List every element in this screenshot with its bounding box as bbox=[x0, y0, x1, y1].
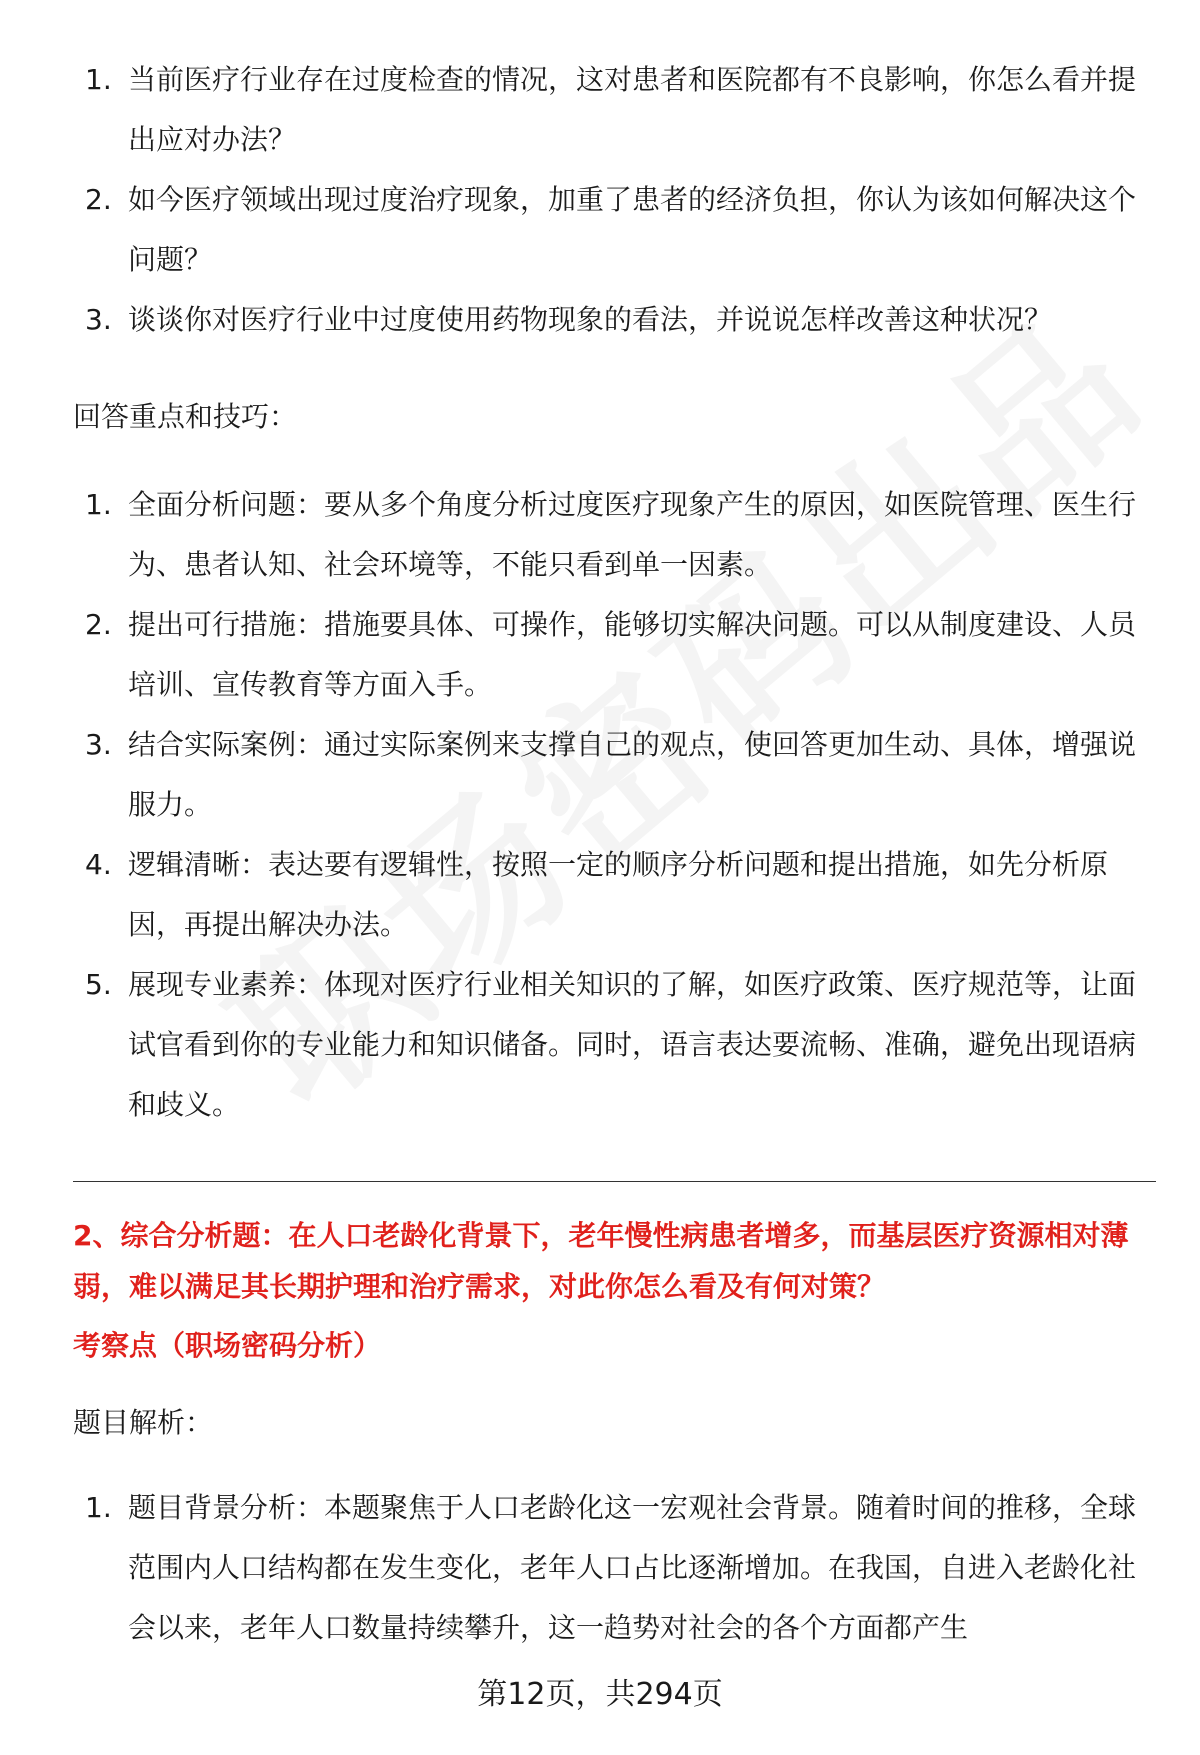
list-item bbox=[73, 170, 1153, 290]
list-number: 1. bbox=[85, 488, 112, 521]
list-number: 5. bbox=[85, 968, 112, 1001]
list-text: 提出可行措施：措施要具体、可操作，能够切实解决问题。可以从制度建设、人员培训、宣传教育等方面入手。 bbox=[128, 608, 1137, 701]
list-number: 3. bbox=[85, 728, 112, 761]
list-item bbox=[73, 50, 1153, 170]
list-text: 全面分析问题：要从多个角度分析过度医疗现象产生的原因，如医院管理、医生行为、患者认知、社会环境等，不能只看到单一因素。 bbox=[128, 488, 1137, 581]
page-footer: 第12页，共294页 bbox=[477, 1677, 723, 1712]
section-divider bbox=[73, 1181, 1156, 1182]
list-item bbox=[73, 290, 1153, 350]
section-subtitle: 考察点（职场密码分析） bbox=[73, 1329, 382, 1362]
list-text: 当前医疗行业存在过度检查的情况，这对患者和医院都有不良影响，你怎么看并提出应对办法？ bbox=[128, 63, 1137, 156]
list-item bbox=[73, 475, 1153, 595]
list-text: 谈谈你对医疗行业中过度使用药物现象的看法，并说说怎样改善这种状况？ bbox=[128, 303, 1053, 336]
questions-list bbox=[73, 50, 1153, 350]
tips-label: 回答重点和技巧： bbox=[73, 400, 298, 433]
list-number: 4. bbox=[85, 848, 112, 881]
list-number: 2. bbox=[85, 608, 112, 641]
analysis-label: 题目解析： bbox=[73, 1406, 214, 1439]
section-title: 2、综合分析题：在人口老龄化背景下，老年慢性病患者增多，而基层医疗资源相对薄弱，难以满足其长期护理和治疗需求，对此你怎么看及有何对策？ bbox=[73, 1219, 1129, 1303]
list-text: 如今医疗领域出现过度治疗现象，加重了患者的经济负担，你认为该如何解决这个问题？ bbox=[128, 183, 1137, 276]
list-text: 题目背景分析：本题聚焦于人口老龄化这一宏观社会背景。随着时间的推移，全球范围内人口结构都在发生变化，老年人口占比逐渐增加。在我国，自进入老龄化社会以来，老年人口数量持续攀升，这一趋势对社会的各个方面都产生 bbox=[128, 1491, 1137, 1644]
list-item bbox=[73, 955, 1153, 1135]
list-item bbox=[73, 835, 1153, 955]
list-item bbox=[73, 595, 1153, 715]
analysis-list bbox=[73, 1478, 1153, 1658]
list-number: 1. bbox=[85, 63, 112, 96]
list-text: 展现专业素养：体现对医疗行业相关知识的了解，如医疗政策、医疗规范等，让面试官看到你的专业能力和知识储备。同时，语言表达要流畅、准确，避免出现语病和歧义。 bbox=[128, 968, 1137, 1121]
list-item bbox=[73, 715, 1153, 835]
list-number: 3. bbox=[85, 303, 112, 336]
list-number: 2. bbox=[85, 183, 112, 216]
list-text: 逻辑清晰：表达要有逻辑性，按照一定的顺序分析问题和提出措施，如先分析原因，再提出解决办法。 bbox=[128, 848, 1109, 941]
list-text: 结合实际案例：通过实际案例来支撑自己的观点，使回答更加生动、具体，增强说服力。 bbox=[128, 728, 1137, 821]
list-item bbox=[73, 1478, 1153, 1658]
tips-list bbox=[73, 475, 1153, 1135]
list-number: 1. bbox=[85, 1491, 112, 1524]
